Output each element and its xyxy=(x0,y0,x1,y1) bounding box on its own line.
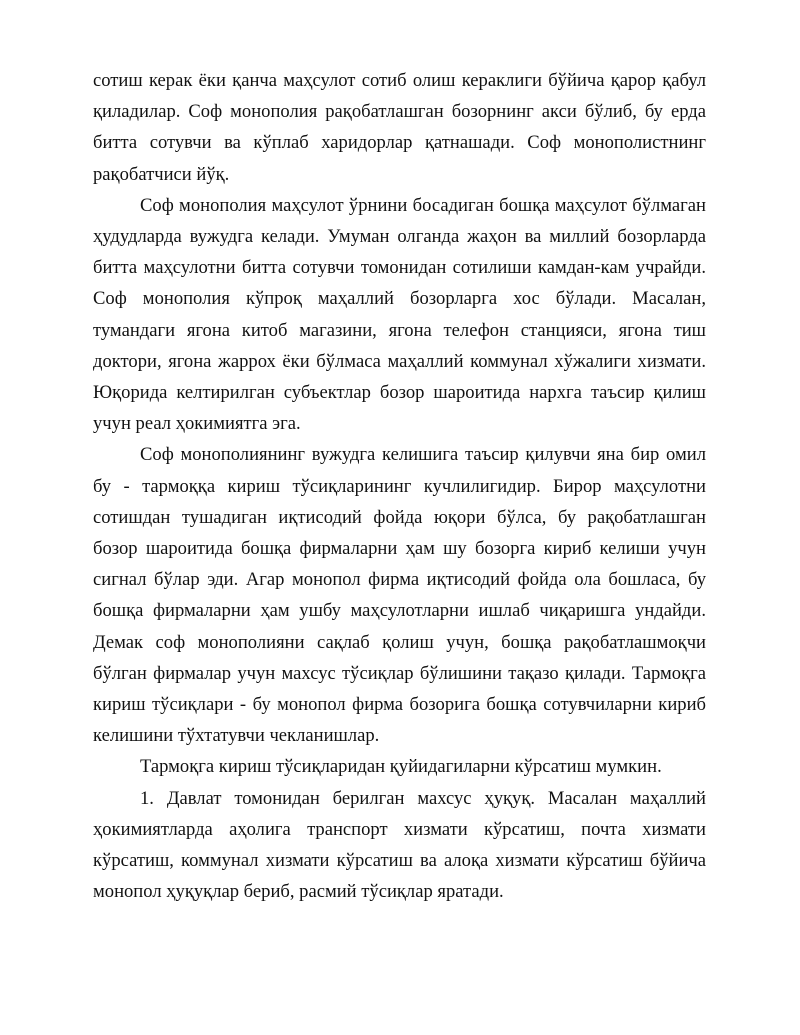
paragraph-4: Тармоқга кириш тўсиқларидан қуйидагиларни кўрсатиш мумкин. xyxy=(140,756,662,778)
paragraph-3: Соф монополиянинг вужудга келишига таъсир қилувчи яна бир омил бу - тармоққа кириш тўсиқларининг кучлилигидир. Бирор маҳсулотни сотишдан тушадиган иқтисодий фойда юқори бўлса, бу рақобатлашган бозор шароитида бошқа фирмаларни ҳам шу бозорга кириб келиши учун сигнал бўлар эди. Агар монопол фирма иқтисодий фойда ола бошласа, бу бошқа фирмаларни ҳам ушбу маҳсулотларни ишлаб чиқаришга ундайди. Демак соф монополияни сақлаб қолиш учун, бошқа рақобатлашмоқчи бўлган фирмалар учун махсус тўсиқлар бўлишини тақазо қилади. Тармоқга кириш тўсиқлари - бу монопол фирма бозорига бошқа сотувчиларни кириб келишини тўхтатувчи чекланишлар. xyxy=(93,444,706,747)
paragraph-2: Соф монополия маҳсулот ўрнини босадиган бошқа маҳсулот бўлмаган ҳудудларда вужудга келади. Умуман олганда жаҳон ва миллий бозорларда битта маҳсулотни битта сотувчи томонидан сотилиши камдан-кам учрайди. Соф монополия кўпроқ маҳаллий бозорларга хос бўлади. Масалан, тумандаги ягона китоб магазини, ягона телефон станцияси, ягона тиш доктори, ягона жаррох ёки бўлмаса маҳаллий коммунал хўжалиги хизмати. Юқорида келтирилган субъектлар бозор шароитида нархга таъсир қилиш учун реал ҳокимиятга эга. xyxy=(93,194,706,435)
paragraph-5: 1. Давлат томонидан берилган махсус ҳуқуқ. Масалан маҳаллий ҳокимиятларда аҳолига транспорт хизмати кўрсатиш, почта хизмати кўрсатиш, коммунал хизмати кўрсатиш ва алоқа хизмати кўрсатиш бўйича монопол ҳуқуқлар бериб, расмий тўсиқлар яратади. xyxy=(93,787,706,903)
document-page xyxy=(93,65,706,907)
paragraph-1: сотиш керак ёки қанча маҳсулот сотиб олиш кераклиги бўйича қарор қабул қиладилар. Соф монополия рақобатлашган бозорнинг акси бўлиб, бу ерда битта сотувчи ва кўплаб харидорлар қатнашади. Соф монополистнинг рақобатчиси йўқ. xyxy=(93,70,706,185)
